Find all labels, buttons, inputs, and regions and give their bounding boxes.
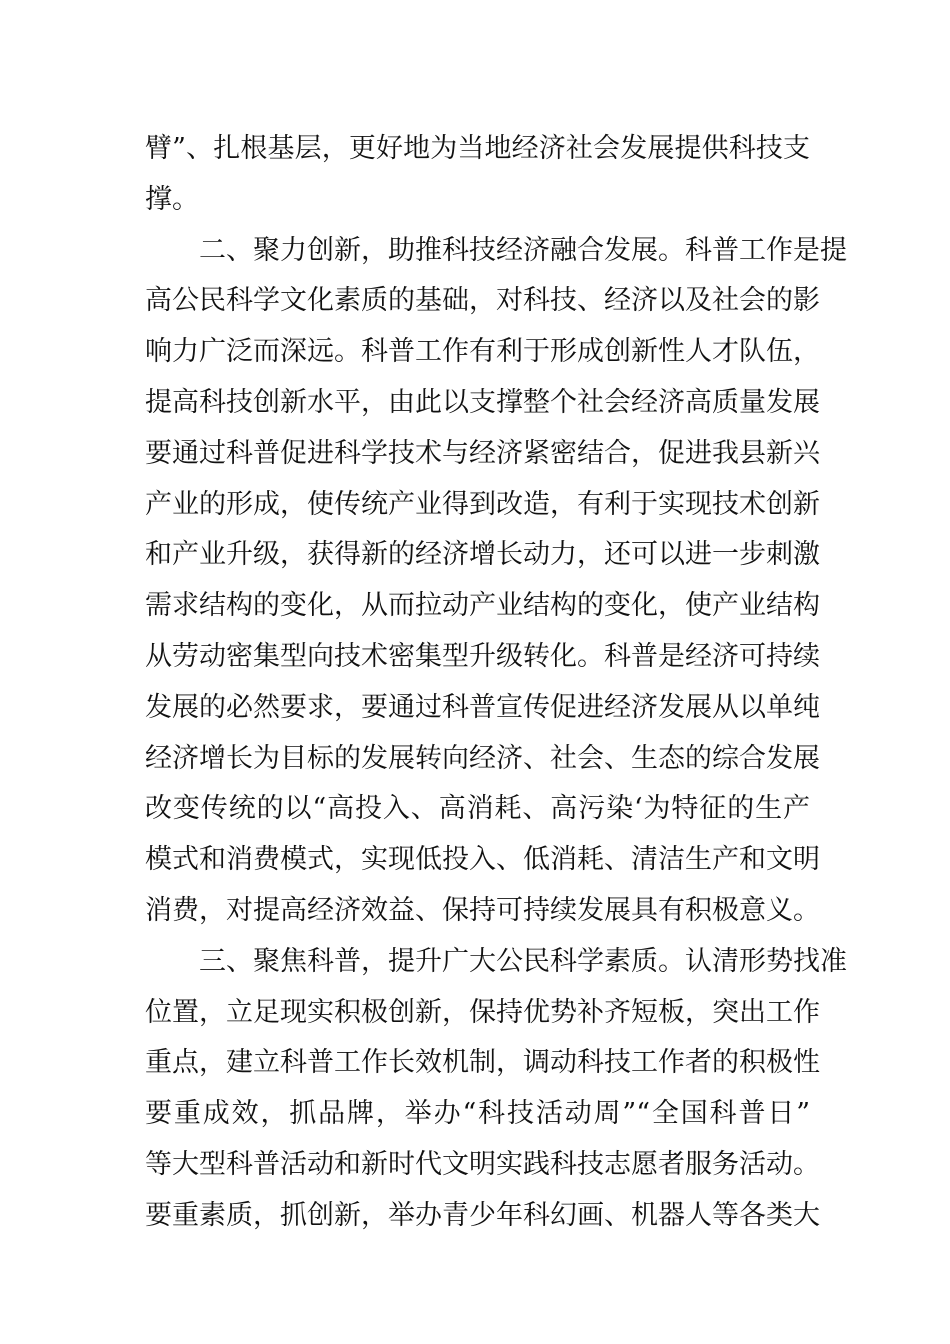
text-line: 需求结构的变化，从而拉动产业结构的变化，使产业结构 xyxy=(145,590,820,622)
text-line: 产业的形成，使传统产业得到改造，有利于实现技术创新 xyxy=(145,488,820,520)
text-line: 响力广泛而深远。科普工作有利于形成创新性人才队伍， xyxy=(145,336,820,368)
text-line: 二、聚力创新，助推科技经济融合发展。科普工作是提 xyxy=(199,234,847,266)
text-line: 模式和消费模式，实现低投入、低消耗、清洁生产和文明 xyxy=(145,844,820,876)
text-line: 和产业升级，获得新的经济增长动力，还可以进一步刺激 xyxy=(145,539,820,571)
text-line: 撑。 xyxy=(145,183,199,215)
text-line: 改变传统的以“高投入、高消耗、高污染‘为特征的生产 xyxy=(145,793,810,825)
text-line: 臂”、扎根基层，更好地为当地经济社会发展提供科技支 xyxy=(145,133,810,164)
text-line: 重点，建立科普工作长效机制，调动科技工作者的积极性 xyxy=(145,1047,820,1079)
text-line: 位置，立足现实积极创新，保持优势补齐短板，突出工作 xyxy=(145,996,820,1028)
text-line: 等大型科普活动和新时代文明实践科技志愿者服务活动。 xyxy=(145,1148,820,1180)
text-line: 从劳动密集型向技术密集型升级转化。科普是经济可持续 xyxy=(145,640,820,672)
text-line: 三、聚焦科普，提升广大公民科学素质。认清形势找准 xyxy=(199,945,847,977)
text-line: 发展的必然要求，要通过科普宣传促进经济发展从以单纯 xyxy=(145,691,820,723)
text-line: 高公民科学文化素质的基础，对科技、经济以及社会的影 xyxy=(145,285,820,317)
text-line: 要通过科普促进科学技术与经济紧密结合，促进我县新兴 xyxy=(145,437,820,469)
body-text xyxy=(145,124,847,1242)
text-line: 消费，对提高经济效益、保持可持续发展具有积极意义。 xyxy=(145,894,820,926)
text-line: 要重素质，抓创新，举办青少年科幻画、机器人等各类大 xyxy=(145,1199,820,1231)
text-line: 要重成效，抓品牌，举办“科技活动周”“全国科普日” xyxy=(145,1098,810,1130)
text-line: 提高科技创新水平，由此以支撑整个社会经济高质量发展 xyxy=(145,386,820,418)
text-line: 经济增长为目标的发展转向经济、社会、生态的综合发展 xyxy=(145,742,820,774)
